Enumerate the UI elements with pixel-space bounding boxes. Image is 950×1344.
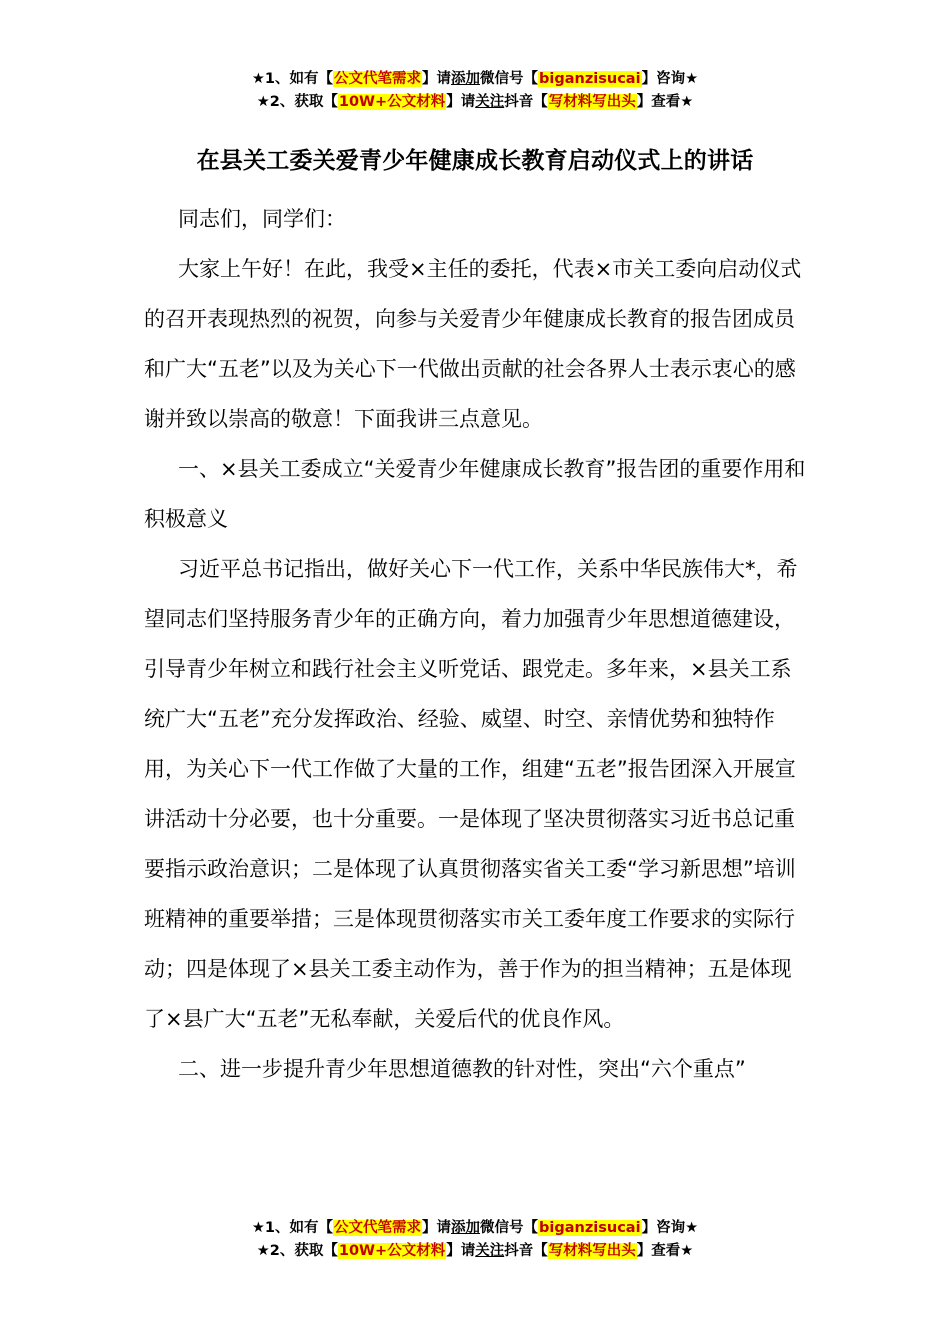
highlight-service: 公文代笔需求 (334, 1220, 422, 1236)
highlight-service: 公文代笔需求 (334, 71, 422, 87)
highlight-douyin: 写材料写出头 (548, 94, 636, 110)
greeting-paragraph: 同志们，同学们： (178, 207, 346, 231)
highlight-materials: 10W+公文材料 (338, 94, 446, 110)
footer-banner (0, 1217, 950, 1263)
document-title: 在县关工委关爱青少年健康成长教育启动仪式上的讲话 (196, 148, 754, 174)
highlight-douyin: 写材料写出头 (548, 1243, 636, 1259)
document-body (144, 194, 810, 1094)
header-banner (0, 68, 950, 114)
body-paragraph: 习近平总书记指出，做好关心下一代工作，关系中华民族伟大*，希望同志们坚持服务青少年的正确方向，着力加强青少年思想道德建设，引导青少年树立和践行社会主义听党话、跟党走。多年来，×县关工系统广大“五老”充分发挥政治、经验、威望、时空、亲情优势和独特作用，为关心下一代工作做了大量的工作，组建“五老”报告团深入开展宣讲活动十分必要，也十分重要。一是体现了坚决贯彻落实习近书总记重要指示政治意识；二是体现了认真贯彻落实省关工委“学习新思想”培训班精神的重要举措；三是体现贯彻落实市关工委年度工作要求的实际行动；四是体现了×县关工委主动作为，善于作为的担当精神；五是体现了×县广大“五老”无私奉献，关爱后代的优良作风。 (144, 557, 798, 1031)
banner-line-2: ★2、获取【10W+公文材料】请关注抖音【写材料写出头】查看★ (256, 94, 694, 110)
section-heading-1: 一、×县关工委成立“关爱青少年健康成长教育”报告团的重要作用和积极意义 (144, 457, 806, 531)
banner-line-1: ★1、如有【公文代笔需求】请添加微信号【biganzisucai】咨询★ (251, 71, 699, 87)
opening-paragraph: 大家上午好！在此，我受×主任的委托，代表×市关工委向启动仪式的召开表现热烈的祝贺，向参与关爱青少年健康成长教育的报告团成员和广大“五老”以及为关心下一代做出贡献的社会各界人士表示衷心的感谢并致以崇高的敬意！下面我讲三点意见。 (144, 257, 802, 431)
section-heading-2: 二、进一步提升青少年思想道德教的针对性，突出“六个重点” (178, 1057, 746, 1081)
highlight-wechat-id: biganzisucai (539, 71, 641, 87)
banner-line-1: ★1、如有【公文代笔需求】请添加微信号【biganzisucai】咨询★ (251, 1220, 699, 1236)
highlight-materials: 10W+公文材料 (338, 1243, 446, 1259)
highlight-wechat-id: biganzisucai (539, 1220, 641, 1236)
banner-line-2: ★2、获取【10W+公文材料】请关注抖音【写材料写出头】查看★ (256, 1243, 694, 1259)
